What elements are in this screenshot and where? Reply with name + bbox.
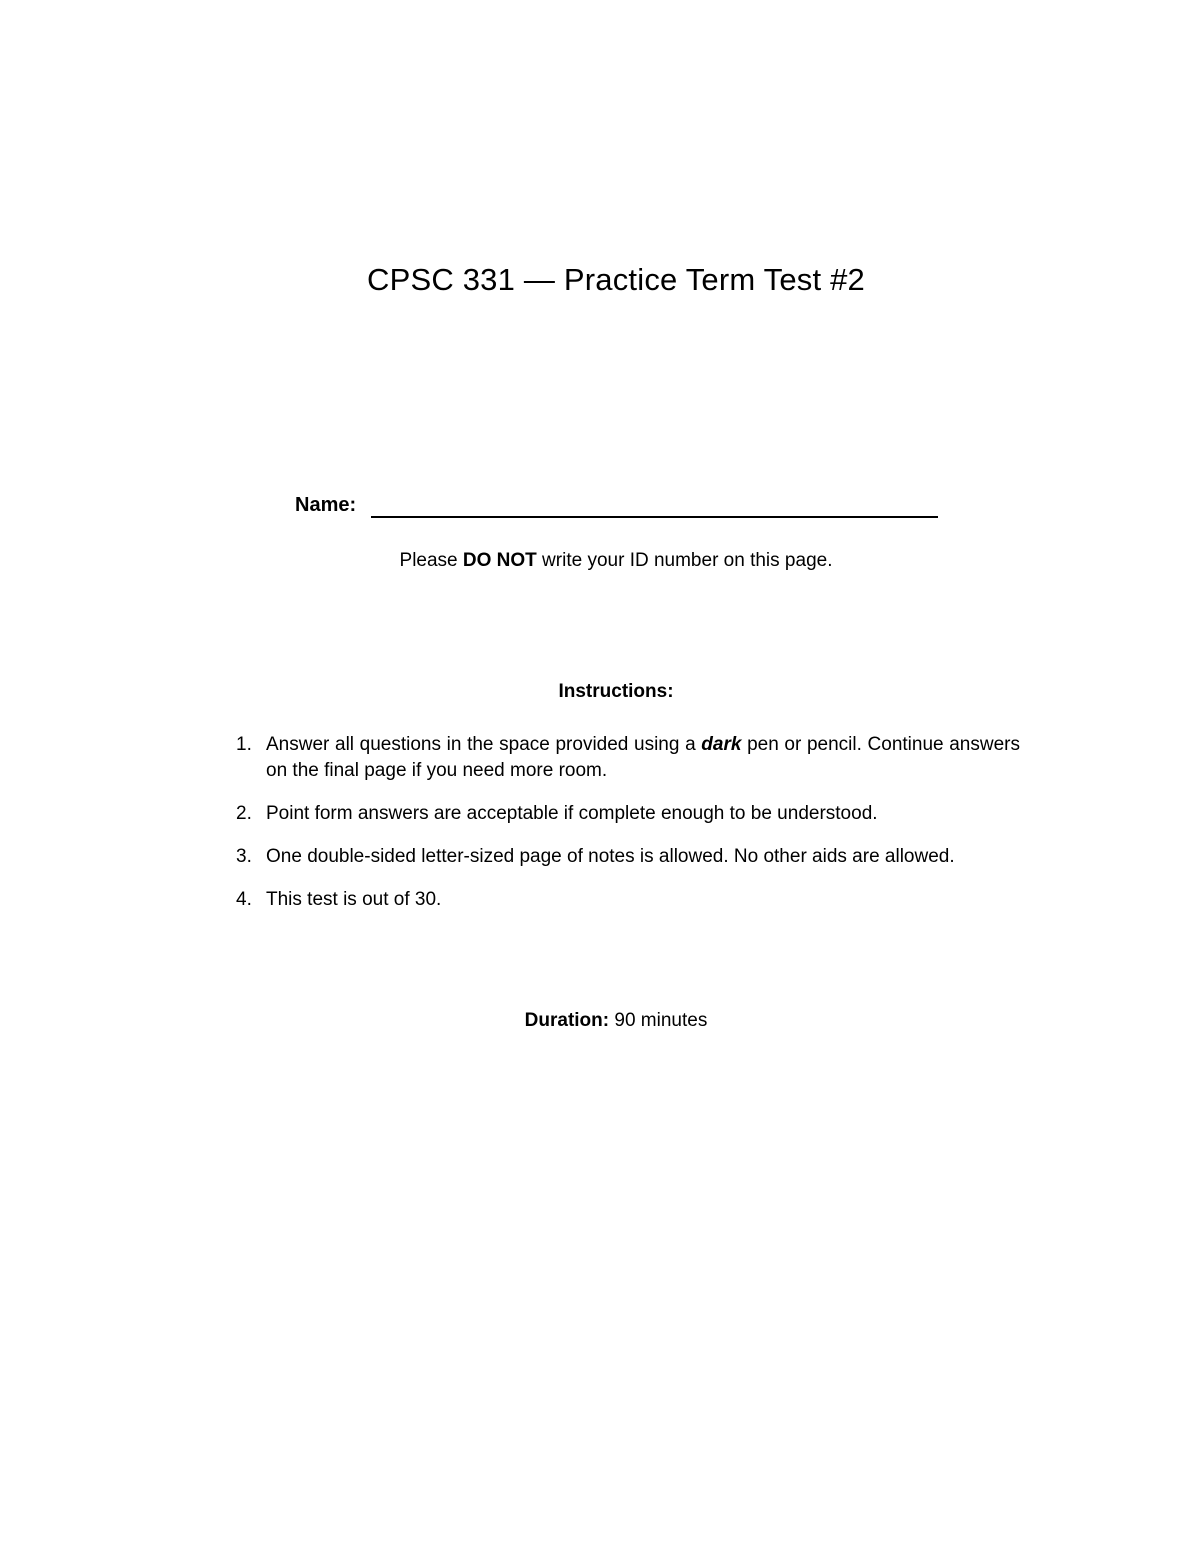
instruction-number: 3. xyxy=(236,846,252,867)
instruction-number: 1. xyxy=(236,734,252,755)
instructions-list xyxy=(236,732,1020,930)
instruction-number: 4. xyxy=(236,889,252,910)
instruction-text: This test is out of 30. xyxy=(266,889,442,910)
name-label: Name: xyxy=(295,494,357,516)
instruction-item xyxy=(236,844,1020,870)
instruction-item xyxy=(236,801,1020,827)
id-notice-emphasis: DO NOT xyxy=(462,550,537,571)
name-underline[interactable] xyxy=(371,516,938,518)
duration-value: 90 minutes xyxy=(609,1010,708,1031)
instructions-heading: Instructions: xyxy=(558,681,674,702)
id-notice xyxy=(0,550,1200,572)
instruction-text-before: Answer all questions in the space provided using a xyxy=(266,734,702,755)
instruction-text-after: pen or pencil. Continue answers on the final page if you need more room. xyxy=(266,734,1020,781)
duration xyxy=(0,1010,1200,1032)
page-title: CPSC 331 — Practice Term Test #2 xyxy=(366,262,865,297)
instruction-number: 2. xyxy=(236,803,252,824)
instruction-text: One double-sided letter-sized page of notes is allowed. No other aids are allowed. xyxy=(266,846,955,867)
instruction-item xyxy=(236,732,1020,784)
instruction-emphasis: dark xyxy=(701,734,742,755)
duration-label: Duration: xyxy=(524,1010,610,1031)
instruction-text: Point form answers are acceptable if complete enough to be understood. xyxy=(266,803,878,824)
name-field[interactable] xyxy=(295,494,940,524)
instruction-item xyxy=(236,887,1020,913)
id-notice-suffix: write your ID number on this page. xyxy=(536,550,833,571)
id-notice-prefix: Please xyxy=(399,550,463,571)
